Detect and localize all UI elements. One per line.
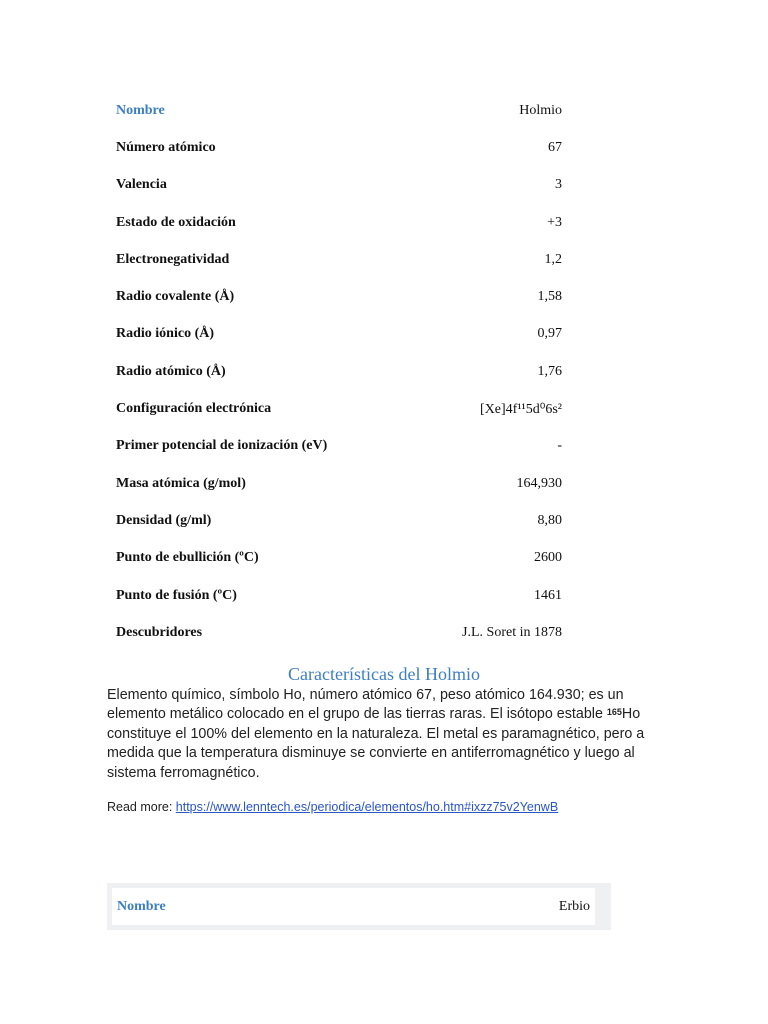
next-element-row [112, 888, 595, 925]
element-properties-table [116, 92, 562, 651]
property-value: 3 [555, 177, 562, 193]
description-text-part2: Ho constituye el 100% del elemento en la naturaleza. El metal es paramagnético, pero a medida que la temperatura disminuye se convierte en antiferromagnético y luego al sistema ferromagnético. [107, 706, 645, 781]
property-row-valencia [116, 167, 562, 204]
description-paragraph [107, 686, 667, 783]
read-more-link[interactable]: https://www.lenntech.es/periodica/elementos/ho.htm#ixzz75v2YenwB [175, 800, 559, 814]
property-value: J.L. Soret in 1878 [462, 624, 562, 640]
property-value: 0,97 [537, 326, 562, 342]
property-label: Punto de ebullición (ºC) [116, 550, 259, 566]
property-label: Estado de oxidación [116, 214, 236, 230]
property-label: Masa atómica (g/mol) [116, 475, 246, 491]
property-row-radio-ionico [116, 316, 562, 353]
property-value: Holmio [519, 102, 562, 118]
property-value: 8,80 [537, 512, 562, 528]
property-row-punto-ebullicion [116, 540, 562, 577]
property-value: 1461 [534, 587, 562, 603]
property-label: Punto de fusión (ºC) [116, 587, 237, 603]
property-value: [Xe]4f¹¹5d⁰6s² [480, 401, 562, 417]
description-text-part1: Elemento químico, símbolo Ho, número atómico 67, peso atómico 164.930; es un elemento metálico colocado en el grupo de las tierras raras. El isótopo estable [107, 687, 624, 723]
property-value: 164,930 [516, 475, 562, 491]
property-row-electronegatividad [116, 241, 562, 278]
section-heading: Características del Holmio [288, 664, 480, 684]
property-row-densidad [116, 502, 562, 539]
isotope-superscript: 165 [606, 707, 622, 718]
read-more-label: Read more: [107, 800, 176, 814]
property-row-descubridores [116, 614, 562, 651]
property-label: Densidad (g/ml) [116, 512, 212, 528]
property-label: Nombre [116, 102, 165, 118]
property-row-nombre [116, 92, 562, 129]
property-row-radio-atomico [116, 353, 562, 390]
property-label: Radio atómico (Å) [116, 363, 226, 379]
next-element-label: Nombre [117, 898, 166, 914]
property-row-potencial-ionizacion [116, 428, 562, 465]
property-label: Radio covalente (Å) [116, 289, 235, 305]
read-more-line [107, 800, 558, 814]
property-row-numero-atomico [116, 129, 562, 166]
property-label: Electronegatividad [116, 251, 230, 267]
property-label: Configuración electrónica [116, 401, 272, 417]
next-element-card [107, 883, 611, 930]
property-value: 1,2 [544, 251, 562, 267]
property-value: - [557, 438, 562, 454]
property-value: 1,58 [537, 289, 562, 305]
property-label: Número atómico [116, 139, 216, 155]
property-row-estado-oxidacion [116, 204, 562, 241]
property-row-punto-fusion [116, 577, 562, 614]
property-row-radio-covalente [116, 278, 562, 315]
property-value: 1,76 [537, 363, 562, 379]
property-row-configuracion [116, 390, 562, 427]
property-value: +3 [547, 214, 562, 230]
property-label: Valencia [116, 177, 167, 193]
property-label: Radio iónico (Å) [116, 326, 214, 342]
property-value: 2600 [534, 550, 562, 566]
property-row-masa-atomica [116, 465, 562, 502]
property-label: Descubridores [116, 624, 203, 640]
property-label: Primer potencial de ionización (eV) [116, 438, 328, 454]
property-value: 67 [548, 139, 562, 155]
next-element-value: Erbio [558, 898, 590, 914]
